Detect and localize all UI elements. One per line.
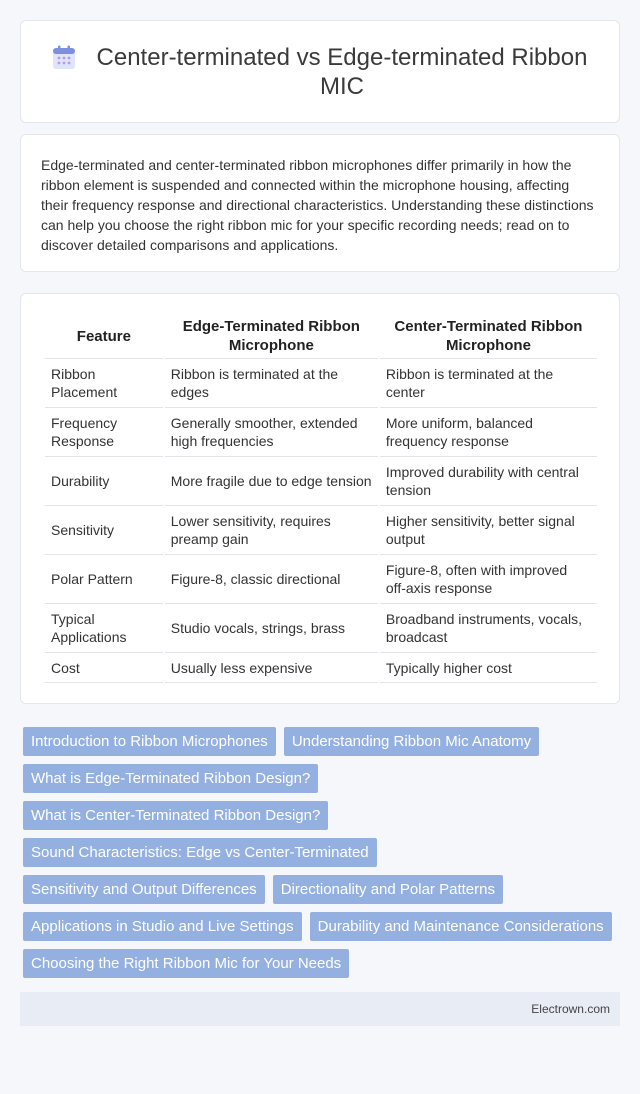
table-row — [45, 603, 597, 652]
edge-cell: Ribbon is terminated at the edges — [165, 358, 378, 407]
edge-cell: Studio vocals, strings, brass — [165, 603, 378, 652]
feature-cell: Frequency Response — [45, 407, 163, 456]
feature-cell: Polar Pattern — [45, 554, 163, 603]
calendar-grid-icon — [51, 45, 77, 71]
table-header-row — [45, 314, 597, 358]
center-cell: Ribbon is terminated at the center — [380, 358, 597, 407]
tag-center-terminated-design[interactable]: What is Center-Terminated Ribbon Design? — [23, 801, 328, 830]
table-row — [45, 358, 597, 407]
tag-applications-studio-live[interactable]: Applications in Studio and Live Settings — [23, 912, 302, 941]
edge-cell: More fragile due to edge tension — [165, 456, 378, 505]
header-feature: Feature — [76, 327, 131, 345]
center-cell: Higher sensitivity, better signal output — [380, 505, 597, 554]
topic-tag-list — [20, 727, 620, 978]
table-row — [45, 407, 597, 456]
title-card — [20, 20, 620, 123]
footer — [20, 992, 620, 1026]
intro-card — [20, 134, 620, 272]
edge-cell: Figure-8, classic directional — [165, 554, 378, 603]
tag-sound-characteristics[interactable]: Sound Characteristics: Edge vs Center-Terminated — [23, 838, 377, 867]
tag-understanding-ribbon-mic-anatomy[interactable]: Understanding Ribbon Mic Anatomy — [284, 727, 539, 756]
page-title: Center-terminated vs Edge-terminated Ribbon MIC — [96, 43, 588, 100]
comparison-table-card — [20, 293, 620, 704]
feature-cell: Durability — [45, 456, 163, 505]
edge-cell: Usually less expensive — [165, 652, 378, 683]
tag-introduction-to-ribbon-microphones[interactable]: Introduction to Ribbon Microphones — [23, 727, 276, 756]
intro-paragraph: Edge-terminated and center-terminated ribbon microphones differ primarily in how the ribbon element is suspended and connected within the microphone housing, affecting their frequency response and directional characteristics. Understanding these distinctions can help you choose the right ribbon mic for your specific recording needs; read on to discover detailed comparisons and applications. — [41, 157, 594, 253]
title-row — [51, 43, 589, 101]
center-cell: Figure-8, often with improved off-axis response — [380, 554, 597, 603]
center-cell: Typically higher cost — [380, 652, 597, 683]
center-cell: Improved durability with central tension — [380, 456, 597, 505]
feature-cell: Sensitivity — [45, 505, 163, 554]
table-row — [45, 652, 597, 683]
header-edge-terminated: Edge-Terminated Ribbon Microphone — [182, 318, 360, 354]
footer-brand: Electrown.com — [531, 1002, 610, 1016]
tag-sensitivity-output[interactable]: Sensitivity and Output Differences — [23, 875, 265, 904]
tag-durability-maintenance[interactable]: Durability and Maintenance Considerations — [310, 912, 612, 941]
tag-choosing-right-ribbon-mic[interactable]: Choosing the Right Ribbon Mic for Your Needs — [23, 949, 349, 978]
table-row — [45, 505, 597, 554]
center-cell: Broadband instruments, vocals, broadcast — [380, 603, 597, 652]
feature-cell: Typical Applications — [45, 603, 163, 652]
feature-cell: Cost — [45, 652, 163, 683]
tag-edge-terminated-design[interactable]: What is Edge-Terminated Ribbon Design? — [23, 764, 318, 793]
edge-cell: Lower sensitivity, requires preamp gain — [165, 505, 378, 554]
edge-cell: Generally smoother, extended high frequencies — [165, 407, 378, 456]
table-row — [45, 554, 597, 603]
feature-cell: Ribbon Placement — [45, 358, 163, 407]
header-center-terminated: Center-Terminated Ribbon Microphone — [394, 318, 583, 354]
table-row — [45, 456, 597, 505]
center-cell: More uniform, balanced frequency response — [380, 407, 597, 456]
tag-directionality-polar-patterns[interactable]: Directionality and Polar Patterns — [273, 875, 503, 904]
comparison-table — [43, 314, 599, 683]
